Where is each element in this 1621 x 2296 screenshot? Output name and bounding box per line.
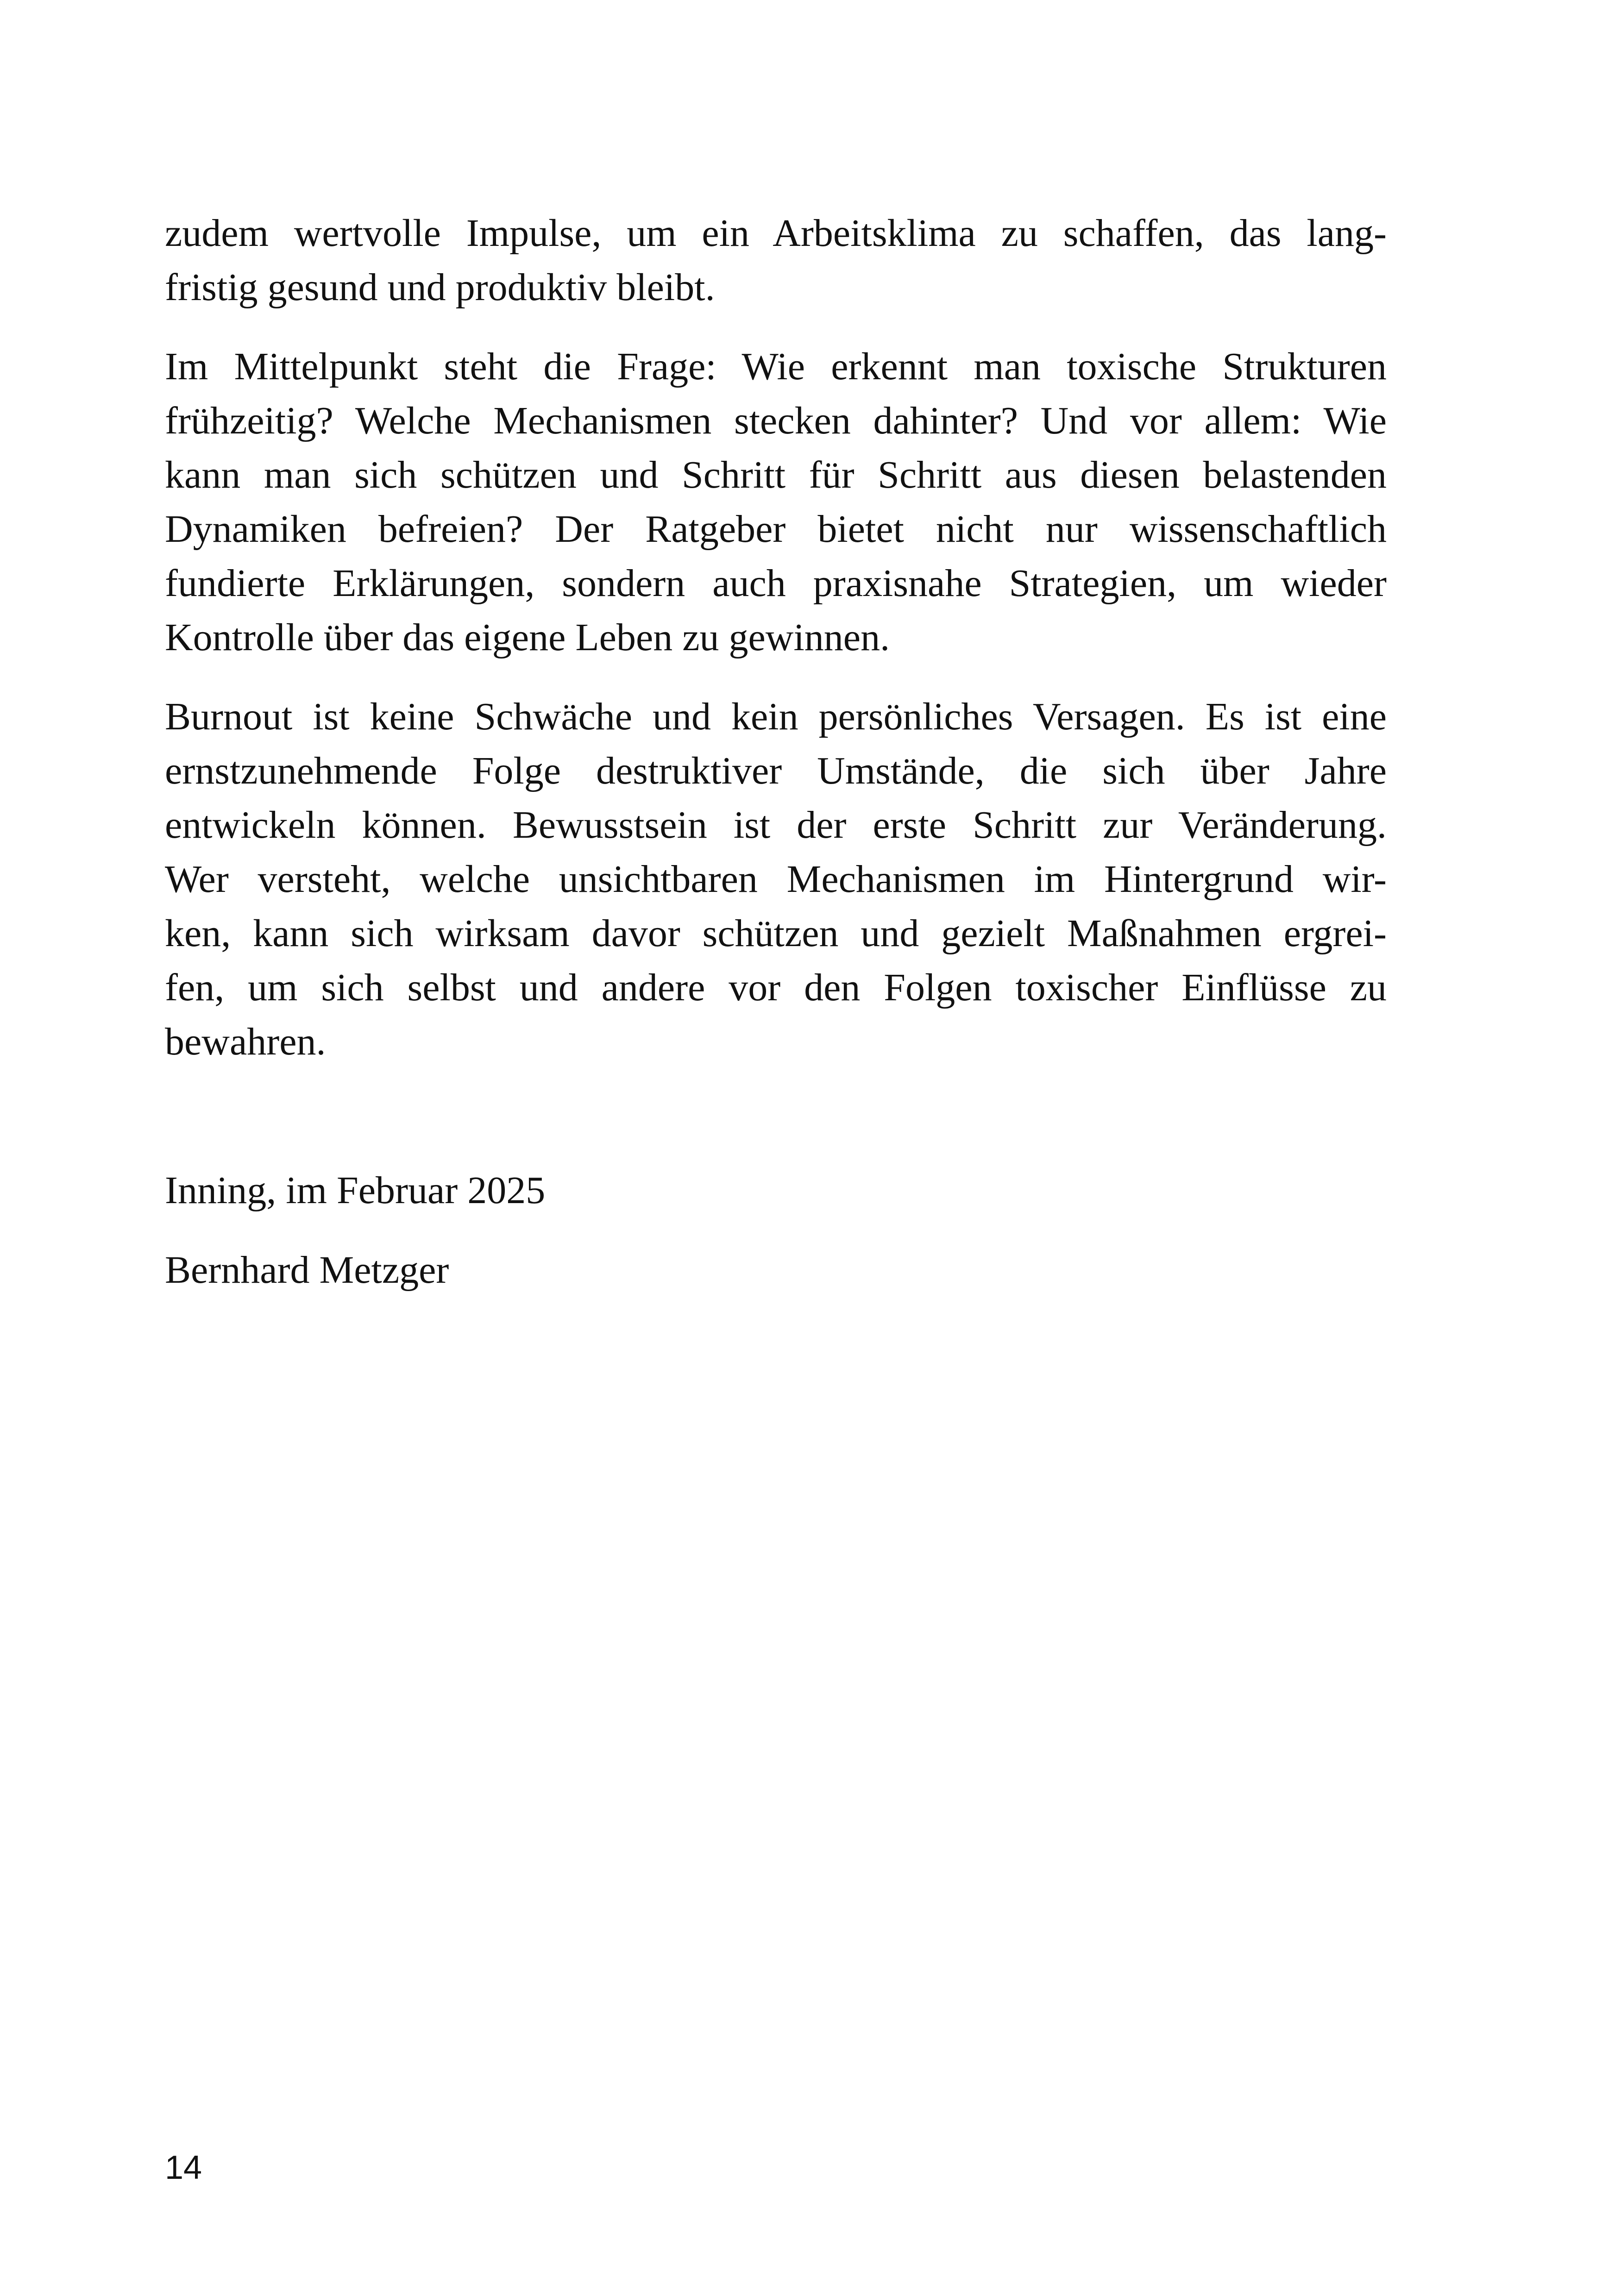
text-line: Im Mittelpunkt steht die Frage: Wie erkennt man toxische Strukturen — [165, 345, 1387, 388]
page-number: 14 — [165, 2149, 202, 2186]
text-line: fundierte Erklärungen, sondern auch praxisnahe Strategien, um wieder — [165, 562, 1387, 605]
text-line: Kontrolle über das eigene Leben zu gewinnen. — [165, 616, 890, 659]
text-line: frühzeitig? Welche Mechanismen stecken dahinter? Und vor allem: Wie — [165, 399, 1387, 442]
text-line: entwickeln können. Bewusstsein ist der erste Schritt zur Veränderung. — [165, 803, 1387, 847]
paragraph-2 — [165, 339, 1387, 665]
place-date: Inning, im Februar 2025 — [165, 1169, 546, 1212]
paragraph-3 — [165, 690, 1387, 1069]
text-line: fristig gesund und produktiv bleibt. — [165, 266, 715, 309]
text-line: zudem wertvolle Impulse, um ein Arbeitsklima zu schaffen, das lang- — [165, 212, 1387, 255]
text-line: Wer versteht, welche unsichtbaren Mechanismen im Hintergrund wir- — [165, 858, 1387, 901]
text-line: Dynamiken befreien? Der Ratgeber bietet nicht nur wissenschaftlich — [165, 508, 1387, 551]
text-line: fen, um sich selbst und andere vor den Folgen toxischer Einflüsse zu — [165, 966, 1387, 1009]
text-line: bewahren. — [165, 1020, 326, 1063]
text-line: ken, kann sich wirksam davor schützen und gezielt Maßnahmen ergrei- — [165, 912, 1387, 955]
text-line: kann man sich schützen und Schritt für Schritt aus diesen belastenden — [165, 453, 1387, 496]
text-line: Burnout ist keine Schwäche und kein persönliches Versagen. Es ist eine — [165, 695, 1387, 738]
body-text — [165, 206, 1387, 1094]
paragraph-1 — [165, 206, 1387, 314]
text-line: ernstzunehmende Folge destruktiver Umstände, die sich über Jahre — [165, 749, 1387, 792]
author-name: Bernhard Metzger — [165, 1248, 449, 1292]
